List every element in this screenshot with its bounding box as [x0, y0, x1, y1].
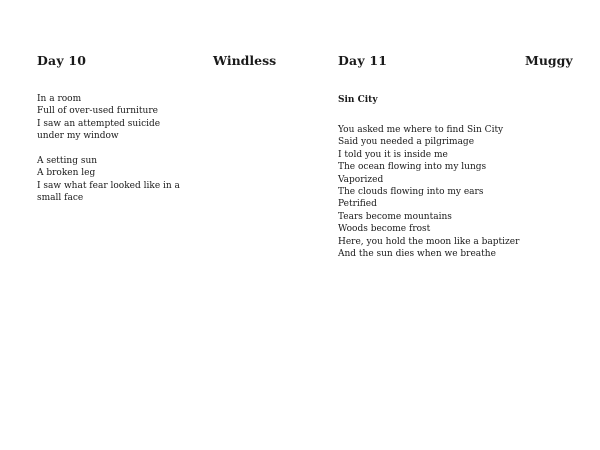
poem-line: Tears become mountains: [338, 211, 452, 222]
poem-line: small face: [37, 193, 84, 204]
poem-title: Sin City: [338, 95, 378, 105]
poem-line: Full of over-used furniture: [37, 106, 158, 117]
poem-line: Petrified: [338, 199, 377, 210]
poem-line: The ocean flowing into my lungs: [338, 162, 487, 173]
poem-stanza: [37, 155, 180, 205]
poem-line: And the sun dies when we breathe: [338, 249, 496, 260]
day-heading: Day 11: [338, 53, 388, 68]
poem-line: I told you it is inside me: [338, 149, 448, 160]
poem-line: I saw what fear looked like in a: [37, 180, 180, 191]
weather-label: Windless: [213, 53, 277, 68]
poem-stanza: [338, 124, 519, 260]
poem-line: A setting sun: [37, 156, 98, 166]
poem-line: In a room: [37, 94, 82, 104]
poem-stanza: [37, 93, 160, 143]
poem-line: Here, you hold the moon like a baptizer: [338, 236, 520, 247]
poem-line: Said you needed a pilgrimage: [338, 137, 475, 148]
poem-line: You asked me where to find Sin City: [338, 125, 504, 135]
poem-line: A broken leg: [37, 168, 96, 179]
weather-label: Muggy: [525, 53, 573, 68]
poem-line: Woods become frost: [338, 224, 431, 235]
right-page: [300, 0, 600, 450]
day-heading: Day 10: [37, 53, 87, 68]
poem-line: The clouds flowing into my ears: [338, 187, 484, 198]
poem-line: under my window: [37, 131, 119, 142]
poem-line: Vaporized: [338, 174, 384, 185]
poem-line: I saw an attempted suicide: [37, 118, 161, 129]
